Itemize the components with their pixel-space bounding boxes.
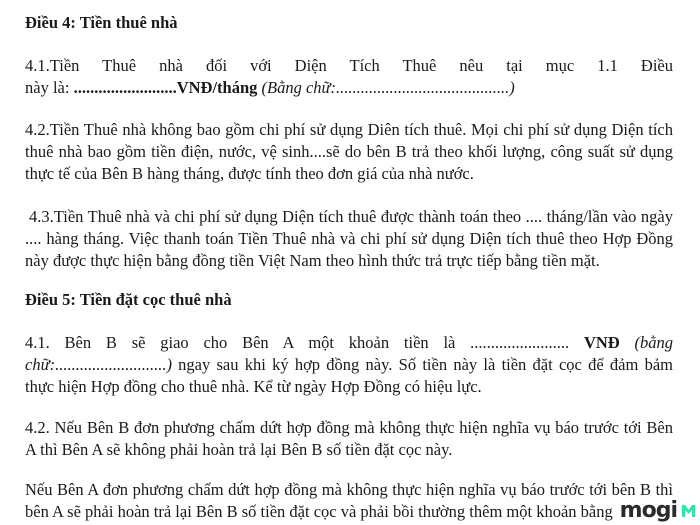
- clause-text: ngay sau khi ký hợp đồng này. Số tiền này là tiền đặt cọc để đảm bảm: [171, 355, 673, 374]
- clause-text: 4.1. Bên B sẽ giao cho Bên A một khoản tiền là ........................: [25, 333, 584, 352]
- clause-line: bên A sẽ phải hoàn trả lại Bên B số tiền đặt cọc và phải bồi thường thêm một khoản bằng: [25, 502, 613, 521]
- clause-line: Nếu Bên A đơn phương chấm dứt hợp đồng mà không thực hiện nghĩa vụ báo trước tới bên B thì: [25, 480, 673, 499]
- clause-line: thực tế của Bên B hàng tháng, được tính theo đơn giá của nhà nước.: [25, 164, 474, 183]
- rent-amount-blank: .........................VNĐ/tháng: [73, 78, 258, 97]
- clause-line: [25, 354, 673, 376]
- article-5-clause-4-1: [25, 332, 673, 398]
- clause-line: [25, 77, 673, 99]
- article-4-clause-4-1: [25, 55, 673, 99]
- clause-line: thực hiện Hợp đồng cho thuê nhà. Kể từ ngày Hợp Đồng có hiệu lực.: [25, 377, 482, 396]
- mogi-logo-icon: [681, 504, 696, 518]
- clause-line: 4.2. Nếu Bên B đơn phương chấm dứt hợp đồng mà không thực hiện nghĩa vụ báo trước tới Bên: [25, 418, 673, 437]
- article-4-clause-4-3: [25, 206, 673, 272]
- deposit-in-words-blank: chữ:...........................): [25, 355, 172, 374]
- clause-line: A thì Bên A sẽ không phải hoàn trả lại Bên B số tiền đặt cọc này.: [25, 440, 453, 459]
- clause-line: thuê nhà bao gồm tiền điện, nước, vệ sinh....sẽ do bên B trả theo khối lượng, công suất sử dụng: [25, 142, 673, 161]
- clause-line: 4.3.Tiền Thuê nhà và chi phí sử dụng Diện tích thuê được thành toán theo .... tháng/lần vào ngày: [29, 207, 673, 226]
- article-5-clause-landlord-breach: [25, 479, 673, 523]
- clause-line: .... hàng tháng. Việc thanh toán Tiền Thuê nhà và chi phí sử dụng Diện tích thuê theo Hợp Đồng: [25, 229, 673, 248]
- clause-line: [25, 332, 673, 354]
- article-5-heading: Điều 5: Tiền đặt cọc thuê nhà: [25, 290, 232, 309]
- deposit-in-words-label: (bằng: [619, 333, 673, 352]
- clause-line: này được thực hiện bằng đồng tiền Việt Nam theo hình thức trả trực tiếp bằng tiền mặt.: [25, 251, 600, 270]
- article-4-heading: Điều 4: Tiền thuê nhà: [25, 13, 178, 32]
- clause-line: 4.2.Tiền Thuê nhà không bao gồm chi phí sử dụng Diên tích thuê. Mọi chi phí sử dụng Diện tích: [25, 120, 673, 139]
- clause-text: này là:: [25, 78, 74, 97]
- deposit-currency: VNĐ: [583, 333, 620, 352]
- article-5-clause-4-2: [25, 417, 673, 461]
- clause-line: 4.1.Tiền Thuê nhà đối với Diện Tích Thuê nêu tại mục 1.1 Điều: [25, 56, 673, 75]
- article-4-clause-4-2: [25, 119, 673, 185]
- mogi-logo-text: mogi: [619, 498, 677, 523]
- mogi-watermark: [620, 500, 696, 522]
- rent-amount-in-words-blank: (Bằng chữ:..........................................): [257, 78, 515, 97]
